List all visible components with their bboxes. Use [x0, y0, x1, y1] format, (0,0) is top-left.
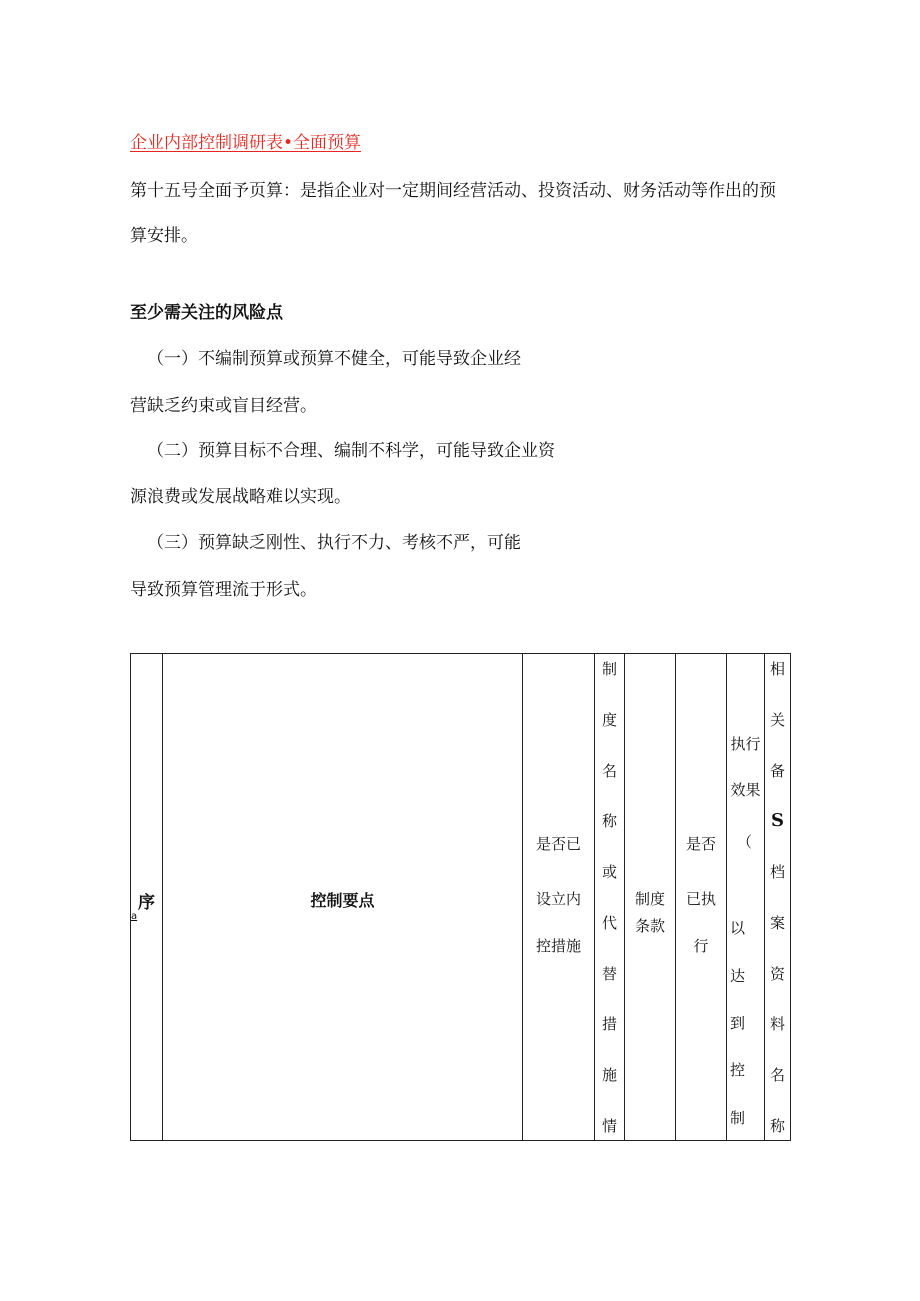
header-effect-char: 控 — [730, 1061, 746, 1079]
header-archive-char: 备 — [769, 761, 785, 780]
header-measures-line-2: 设立内 — [535, 890, 581, 908]
document-title: 企业内部控制调研表•全面预算 — [130, 133, 362, 153]
header-system-clause — [624, 654, 675, 1140]
header-effect-char: 制 — [730, 1109, 746, 1127]
risk-2-line-1: （二）预算目标不合理、编制不科学，可能导致企业资 — [147, 441, 555, 461]
risk-1-line-2: 营缺乏约束或盲目经营。 — [130, 396, 317, 416]
risk-3-line-1: （三）预算缺乏刚性、执行不力、考核不严，可能 — [147, 533, 521, 553]
header-archive-char: 称 — [769, 1116, 785, 1135]
header-system-name-char: 或 — [601, 863, 617, 882]
header-control-points — [162, 654, 522, 1140]
header-archive-char: 关 — [769, 710, 785, 729]
header-executed-line-1: 是否 — [685, 835, 716, 853]
header-seq-sub: a — [131, 911, 138, 922]
header-archive-char: S — [771, 810, 784, 832]
header-system-name-char: 情 — [601, 1116, 617, 1135]
header-archive — [764, 654, 790, 1140]
header-effect-char: 达 — [730, 967, 746, 985]
intro-line-1: 第十五号全面予页算：是指企业对一定期间经营活动、投资活动、财务活动等作出的预 — [130, 181, 776, 201]
header-archive-char: 名 — [769, 1066, 785, 1085]
header-archive-char: 料 — [769, 1015, 785, 1034]
header-system-name-char: 称 — [601, 812, 617, 831]
header-system-name-char: 名 — [601, 761, 617, 780]
header-system-name-char: 措 — [601, 1015, 617, 1034]
header-system-name-char: 度 — [601, 710, 617, 729]
header-seq — [131, 654, 162, 1140]
header-archive-char: 资 — [769, 964, 785, 983]
header-effect — [726, 654, 764, 1140]
header-system-name-char: 制 — [601, 660, 617, 678]
header-system-name-char: 施 — [601, 1066, 617, 1085]
risk-2-line-2: 源浪费或发展战略难以实现。 — [130, 487, 351, 507]
header-system-name-text — [595, 658, 624, 1136]
header-executed-line-2: 已执 — [685, 890, 716, 908]
header-archive-text — [765, 658, 790, 1136]
header-archive-char: 档 — [769, 863, 785, 882]
header-executed — [675, 654, 726, 1140]
header-archive-char: 案 — [769, 913, 785, 932]
header-effect-char: 到 — [730, 1014, 746, 1032]
control-survey-table — [130, 653, 791, 1141]
header-effect-char: 以 — [730, 919, 746, 937]
header-measures-line-3: 控措施 — [535, 937, 581, 955]
header-seq-label: 序 — [138, 893, 155, 913]
intro-line-2: 算安排。 — [130, 226, 198, 246]
header-system-name — [594, 654, 624, 1140]
header-system-clause-line-2: 条款 — [634, 917, 665, 935]
header-measures-line-1: 是否已 — [535, 835, 581, 853]
risk-heading: 至少需关注的风险点 — [130, 303, 283, 323]
header-system-name-char: 替 — [601, 964, 617, 983]
header-system-clause-line-1: 制度 — [634, 890, 665, 908]
header-system-name-char: 代 — [601, 913, 617, 932]
header-executed-line-3: 行 — [693, 937, 709, 955]
header-effect-paren: （ — [737, 833, 753, 851]
header-effect-line-1: 执行 — [730, 735, 761, 753]
header-measures — [522, 654, 594, 1140]
risk-3-line-2: 导致预算管理流于形式。 — [130, 580, 317, 600]
header-archive-char: 相 — [769, 660, 785, 678]
header-effect-line-2: 效果 — [730, 781, 761, 799]
header-control-points-label: 控制要点 — [310, 891, 375, 910]
risk-1-line-1: （一）不编制预算或预算不健全，可能导致企业经 — [147, 349, 521, 369]
